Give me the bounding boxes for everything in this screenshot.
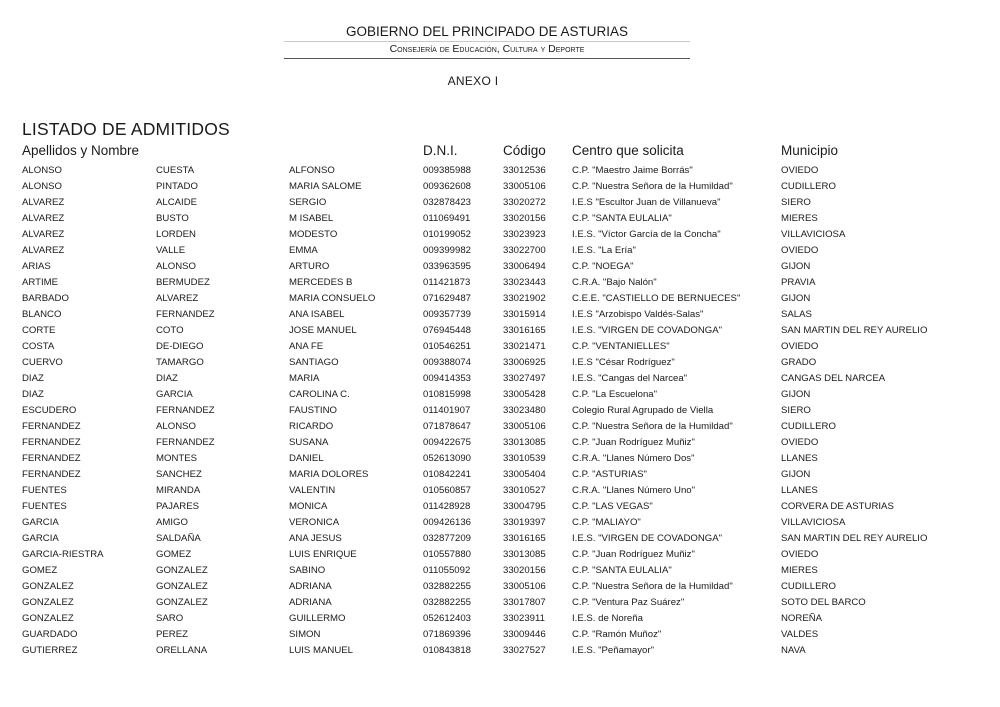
center-name: I.E.S. "La Ería" bbox=[572, 245, 636, 256]
municipality: OVIEDO bbox=[781, 549, 819, 560]
second-surname: FERNANDEZ bbox=[156, 309, 215, 320]
table-row bbox=[0, 611, 1000, 627]
municipality: GIJON bbox=[781, 469, 811, 480]
table-row bbox=[0, 227, 1000, 243]
table-row bbox=[0, 515, 1000, 531]
second-surname: ALCAIDE bbox=[156, 197, 198, 208]
center-code: 33016165 bbox=[503, 325, 546, 336]
first-surname: ALVAREZ bbox=[22, 213, 65, 224]
second-surname: COTO bbox=[156, 325, 184, 336]
center-name: C.P. "SANTA EULALIA" bbox=[572, 565, 672, 576]
letterhead-underline bbox=[284, 58, 690, 59]
center-code: 33022700 bbox=[503, 245, 546, 256]
center-code: 33023911 bbox=[503, 613, 545, 624]
dni: 076945448 bbox=[423, 325, 472, 336]
dni: 052613090 bbox=[423, 453, 472, 464]
table-row bbox=[0, 275, 1000, 291]
table-row bbox=[0, 339, 1000, 355]
first-surname: GARCIA bbox=[22, 517, 59, 528]
given-name: MODESTO bbox=[289, 229, 338, 240]
center-code: 33012536 bbox=[503, 165, 546, 176]
center-code: 33020156 bbox=[503, 565, 546, 576]
table-row bbox=[0, 307, 1000, 323]
dni: 009422675 bbox=[423, 437, 472, 448]
second-surname: GONZALEZ bbox=[156, 565, 208, 576]
second-surname: PEREZ bbox=[156, 629, 188, 640]
center-name: C.P. "Nuestra Señora de la Humildad" bbox=[572, 181, 733, 192]
dni: 011401907 bbox=[423, 405, 471, 416]
second-surname: GARCIA bbox=[156, 389, 193, 400]
center-code: 33013085 bbox=[503, 549, 546, 560]
table-row bbox=[0, 195, 1000, 211]
given-name: FAUSTINO bbox=[289, 405, 337, 416]
second-surname: GONZALEZ bbox=[156, 581, 208, 592]
given-name: LUIS MANUEL bbox=[289, 645, 353, 656]
center-name: C.R.A. "Bajo Nalón" bbox=[572, 277, 657, 288]
center-name: C.P. "MALIAYO" bbox=[572, 517, 641, 528]
center-name: C.P. "Ramón Muñoz" bbox=[572, 629, 662, 640]
center-code: 33013085 bbox=[503, 437, 546, 448]
center-code: 33016165 bbox=[503, 533, 546, 544]
given-name: ALFONSO bbox=[289, 165, 335, 176]
second-surname: DE-DIEGO bbox=[156, 341, 204, 352]
table-row bbox=[0, 371, 1000, 387]
center-name: I.E.S "César Rodríguez" bbox=[572, 357, 675, 368]
center-code: 33005428 bbox=[503, 389, 546, 400]
center-code: 33015914 bbox=[503, 309, 546, 320]
first-surname: GARCIA bbox=[22, 533, 59, 544]
center-name: C.R.A. "Llanes Número Uno" bbox=[572, 485, 696, 496]
municipality: SOTO DEL BARCO bbox=[781, 597, 866, 608]
center-code: 33005106 bbox=[503, 181, 546, 192]
center-code: 33010539 bbox=[503, 453, 546, 464]
center-code: 33023443 bbox=[503, 277, 546, 288]
municipality: OVIEDO bbox=[781, 437, 819, 448]
dni: 009426136 bbox=[423, 517, 472, 528]
first-surname: FERNANDEZ bbox=[22, 469, 81, 480]
given-name: SUSANA bbox=[289, 437, 329, 448]
second-surname: FERNANDEZ bbox=[156, 437, 215, 448]
municipality: LLANES bbox=[781, 453, 818, 464]
municipality: NOREÑA bbox=[781, 613, 823, 624]
given-name: ADRIANA bbox=[289, 597, 332, 608]
municipality: CUDILLERO bbox=[781, 421, 836, 432]
table-row bbox=[0, 483, 1000, 499]
center-name: I.E.S. "Víctor García de la Concha" bbox=[572, 229, 721, 240]
second-surname: DIAZ bbox=[156, 373, 178, 384]
table-row bbox=[0, 291, 1000, 307]
first-surname: COSTA bbox=[22, 341, 55, 352]
second-surname: TAMARGO bbox=[156, 357, 204, 368]
dni: 009399982 bbox=[423, 245, 472, 256]
table-row bbox=[0, 179, 1000, 195]
header-municipality: Municipio bbox=[781, 143, 839, 158]
admitted-list bbox=[0, 163, 1000, 659]
dni: 071629487 bbox=[423, 293, 472, 304]
center-name: I.E.S. "Cangas del Narcea" bbox=[572, 373, 688, 384]
header-dni: D.N.I. bbox=[423, 143, 458, 158]
center-name: C.P. "Juan Rodríguez Muñiz" bbox=[572, 549, 695, 560]
dni: 032878423 bbox=[423, 197, 472, 208]
first-surname: FUENTES bbox=[22, 501, 67, 512]
given-name: DANIEL bbox=[289, 453, 324, 464]
second-surname: ORELLANA bbox=[156, 645, 208, 656]
second-surname: SANCHEZ bbox=[156, 469, 202, 480]
given-name: EMMA bbox=[289, 245, 318, 256]
given-name: ANA ISABEL bbox=[289, 309, 345, 320]
table-row bbox=[0, 563, 1000, 579]
center-name: C.P. "LAS VEGAS" bbox=[572, 501, 653, 512]
table-row bbox=[0, 499, 1000, 515]
dni: 032877209 bbox=[423, 533, 472, 544]
center-code: 33006925 bbox=[503, 357, 546, 368]
government-name: GOBIERNO DEL PRINCIPADO DE ASTURIAS bbox=[345, 24, 629, 39]
table-row bbox=[0, 531, 1000, 547]
given-name: ANA JESUS bbox=[289, 533, 342, 544]
dni: 071869396 bbox=[423, 629, 472, 640]
center-code: 33004795 bbox=[503, 501, 546, 512]
municipality: OVIEDO bbox=[781, 165, 819, 176]
dni: 032882255 bbox=[423, 581, 472, 592]
second-surname: AMIGO bbox=[156, 517, 188, 528]
center-name: I.E.S. de Noreña bbox=[572, 613, 643, 624]
center-code: 33021471 bbox=[503, 341, 546, 352]
center-name: C.P. "Juan Rodríguez Muñiz" bbox=[572, 437, 695, 448]
given-name: MARIA DOLORES bbox=[289, 469, 369, 480]
table-row bbox=[0, 355, 1000, 371]
letterhead bbox=[284, 24, 690, 59]
given-name: VALENTIN bbox=[289, 485, 336, 496]
dni: 052612403 bbox=[423, 613, 472, 624]
first-surname: BLANCO bbox=[22, 309, 62, 320]
first-surname: GONZALEZ bbox=[22, 597, 74, 608]
first-surname: DIAZ bbox=[22, 373, 44, 384]
first-surname: FERNANDEZ bbox=[22, 437, 81, 448]
second-surname: GOMEZ bbox=[156, 549, 192, 560]
first-surname: GARCIA-RIESTRA bbox=[22, 549, 104, 560]
center-code: 33017807 bbox=[503, 597, 546, 608]
first-surname: FERNANDEZ bbox=[22, 453, 81, 464]
dni: 009388074 bbox=[423, 357, 472, 368]
center-name: C.R.A. "Llanes Número Dos" bbox=[572, 453, 695, 464]
dni: 033963595 bbox=[423, 261, 472, 272]
dni: 010199052 bbox=[423, 229, 472, 240]
second-surname: VALLE bbox=[156, 245, 186, 256]
given-name: ANA FE bbox=[289, 341, 324, 352]
given-name: JOSE MANUEL bbox=[289, 325, 357, 336]
municipality: VILLAVICIOSA bbox=[781, 517, 846, 528]
dni: 010546251 bbox=[423, 341, 472, 352]
municipality: MIERES bbox=[781, 565, 818, 576]
table-row bbox=[0, 435, 1000, 451]
first-surname: FERNANDEZ bbox=[22, 421, 81, 432]
first-surname: GUTIERREZ bbox=[22, 645, 78, 656]
given-name: RICARDO bbox=[289, 421, 334, 432]
dni: 009357739 bbox=[423, 309, 472, 320]
first-surname: ARIAS bbox=[22, 261, 51, 272]
center-code: 33020272 bbox=[503, 197, 546, 208]
dni: 010843818 bbox=[423, 645, 472, 656]
given-name: VERONICA bbox=[289, 517, 340, 528]
annex-label: ANEXO I bbox=[447, 74, 499, 88]
first-surname: ALONSO bbox=[22, 165, 62, 176]
center-name: C.P. "Ventura Paz Suárez" bbox=[572, 597, 685, 608]
second-surname: MONTES bbox=[156, 453, 198, 464]
first-surname: ARTIME bbox=[22, 277, 59, 288]
given-name: SIMON bbox=[289, 629, 321, 640]
header-name: Apellidos y Nombre bbox=[22, 143, 140, 158]
table-row bbox=[0, 627, 1000, 643]
dni: 010842241 bbox=[423, 469, 472, 480]
second-surname: CUESTA bbox=[156, 165, 195, 176]
second-surname: ALONSO bbox=[156, 261, 196, 272]
center-name: C.P. "NOEGA" bbox=[572, 261, 634, 272]
dni: 009385988 bbox=[423, 165, 472, 176]
given-name: MARIA bbox=[289, 373, 320, 384]
second-surname: PINTADO bbox=[156, 181, 198, 192]
first-surname: ALONSO bbox=[22, 181, 62, 192]
header-code: Código bbox=[503, 143, 546, 158]
table-row bbox=[0, 643, 1000, 659]
center-code: 33010527 bbox=[503, 485, 546, 496]
table-row bbox=[0, 211, 1000, 227]
municipality: GRADO bbox=[781, 357, 817, 368]
center-name: I.E.S. "Peñamayor" bbox=[572, 645, 654, 656]
dni: 011055092 bbox=[423, 565, 471, 576]
given-name: MARIA SALOME bbox=[289, 181, 362, 192]
header-center: Centro que solicita bbox=[572, 143, 684, 158]
municipality: SAN MARTIN DEL REY AURELIO bbox=[781, 325, 928, 336]
municipality: GIJON bbox=[781, 293, 811, 304]
center-code: 33023480 bbox=[503, 405, 546, 416]
given-name: CAROLINA C. bbox=[289, 389, 350, 400]
center-name: I.E.S. "VIRGEN DE COVADONGA" bbox=[572, 325, 723, 336]
center-name: C.P. "Nuestra Señora de la Humildad" bbox=[572, 581, 733, 592]
table-row bbox=[0, 451, 1000, 467]
dni: 009414353 bbox=[423, 373, 472, 384]
second-surname: MIRANDA bbox=[156, 485, 201, 496]
municipality: MIERES bbox=[781, 213, 818, 224]
second-surname: ALONSO bbox=[156, 421, 196, 432]
municipality: OVIEDO bbox=[781, 245, 819, 256]
table-row bbox=[0, 547, 1000, 563]
table-row bbox=[0, 243, 1000, 259]
municipality: GIJON bbox=[781, 261, 811, 272]
given-name: MONICA bbox=[289, 501, 328, 512]
second-surname: ALVAREZ bbox=[156, 293, 199, 304]
dni: 011428928 bbox=[423, 501, 471, 512]
first-surname: CORTE bbox=[22, 325, 56, 336]
municipality: VALDES bbox=[781, 629, 819, 640]
center-code: 33005404 bbox=[503, 469, 546, 480]
municipality: SIERO bbox=[781, 405, 811, 416]
department-name: Consejería de Educación, Cultura y Deporte bbox=[389, 43, 585, 55]
second-surname: BUSTO bbox=[156, 213, 189, 224]
first-surname: ALVAREZ bbox=[22, 245, 65, 256]
municipality: CANGAS DEL NARCEA bbox=[781, 373, 886, 384]
table-row bbox=[0, 579, 1000, 595]
center-code: 33027497 bbox=[503, 373, 546, 384]
first-surname: ALVAREZ bbox=[22, 229, 65, 240]
first-surname: GUARDADO bbox=[22, 629, 78, 640]
given-name: ADRIANA bbox=[289, 581, 332, 592]
municipality: VILLAVICIOSA bbox=[781, 229, 846, 240]
center-code: 33006494 bbox=[503, 261, 546, 272]
first-surname: GOMEZ bbox=[22, 565, 58, 576]
first-surname: DIAZ bbox=[22, 389, 44, 400]
municipality: LLANES bbox=[781, 485, 818, 496]
center-name: I.E.S "Escultor Juan de Villanueva" bbox=[572, 197, 721, 208]
table-row bbox=[0, 419, 1000, 435]
dni: 010557880 bbox=[423, 549, 472, 560]
center-name: C.P. "La Escuelona" bbox=[572, 389, 658, 400]
second-surname: BERMUDEZ bbox=[156, 277, 210, 288]
municipality: PRAVIA bbox=[781, 277, 816, 288]
given-name: ARTURO bbox=[289, 261, 330, 272]
second-surname: FERNANDEZ bbox=[156, 405, 215, 416]
center-name: C.P. "Nuestra Señora de la Humildad" bbox=[572, 421, 733, 432]
second-surname: GONZALEZ bbox=[156, 597, 208, 608]
center-name: C.P. "SANTA EULALIA" bbox=[572, 213, 672, 224]
first-surname: CUERVO bbox=[22, 357, 63, 368]
first-surname: FUENTES bbox=[22, 485, 67, 496]
given-name: SANTIAGO bbox=[289, 357, 339, 368]
first-surname: ALVAREZ bbox=[22, 197, 65, 208]
center-name: C.P. "ASTURIAS" bbox=[572, 469, 647, 480]
first-surname: BARBADO bbox=[22, 293, 69, 304]
given-name: MARIA CONSUELO bbox=[289, 293, 376, 304]
center-name: C.E.E. "CASTIELLO DE BERNUECES" bbox=[572, 293, 741, 304]
dni: 071878647 bbox=[423, 421, 472, 432]
center-name: C.P. "VENTANIELLES" bbox=[572, 341, 670, 352]
second-surname: SARO bbox=[156, 613, 184, 624]
center-code: 33019397 bbox=[503, 517, 546, 528]
second-surname: PAJARES bbox=[156, 501, 200, 512]
municipality: CUDILLERO bbox=[781, 181, 836, 192]
given-name: SABINO bbox=[289, 565, 326, 576]
dni: 010815998 bbox=[423, 389, 472, 400]
municipality: SIERO bbox=[781, 197, 811, 208]
municipality: CUDILLERO bbox=[781, 581, 836, 592]
center-name: I.E.S "Arzobispo Valdés-Salas" bbox=[572, 309, 704, 320]
given-name: MERCEDES B bbox=[289, 277, 353, 288]
first-surname: GONZALEZ bbox=[22, 581, 74, 592]
dni: 011421873 bbox=[423, 277, 471, 288]
table-row bbox=[0, 467, 1000, 483]
first-surname: GONZALEZ bbox=[22, 613, 74, 624]
municipality: NAVA bbox=[781, 645, 806, 656]
center-code: 33021902 bbox=[503, 293, 546, 304]
center-name: C.P. "Maestro Jaime Borrás" bbox=[572, 165, 693, 176]
table-row bbox=[0, 163, 1000, 179]
dni: 032882255 bbox=[423, 597, 472, 608]
table-row bbox=[0, 403, 1000, 419]
given-name: GUILLERMO bbox=[289, 613, 346, 624]
table-row bbox=[0, 259, 1000, 275]
center-code: 33023923 bbox=[503, 229, 546, 240]
page-title: LISTADO DE ADMITIDOS bbox=[22, 119, 230, 139]
municipality: CORVERA DE ASTURIAS bbox=[781, 501, 894, 512]
first-surname: ESCUDERO bbox=[22, 405, 77, 416]
municipality: OVIEDO bbox=[781, 341, 819, 352]
dni: 009362608 bbox=[423, 181, 472, 192]
second-surname: LORDEN bbox=[156, 229, 196, 240]
table-row bbox=[0, 323, 1000, 339]
given-name: LUIS ENRIQUE bbox=[289, 549, 357, 560]
municipality: SAN MARTIN DEL REY AURELIO bbox=[781, 533, 928, 544]
dni: 010560857 bbox=[423, 485, 472, 496]
table-row bbox=[0, 387, 1000, 403]
center-code: 33020156 bbox=[503, 213, 546, 224]
second-surname: SALDAÑA bbox=[156, 533, 201, 544]
dni: 011069491 bbox=[423, 213, 471, 224]
center-code: 33009446 bbox=[503, 629, 546, 640]
center-name: Colegio Rural Agrupado de Viella bbox=[572, 405, 714, 416]
table-row bbox=[0, 595, 1000, 611]
municipality: SALAS bbox=[781, 309, 812, 320]
center-code: 33005106 bbox=[503, 581, 546, 592]
center-code: 33027527 bbox=[503, 645, 546, 656]
center-code: 33005106 bbox=[503, 421, 546, 432]
given-name: SERGIO bbox=[289, 197, 327, 208]
center-name: I.E.S. "VIRGEN DE COVADONGA" bbox=[572, 533, 723, 544]
municipality: GIJON bbox=[781, 389, 811, 400]
given-name: M ISABEL bbox=[289, 213, 334, 224]
